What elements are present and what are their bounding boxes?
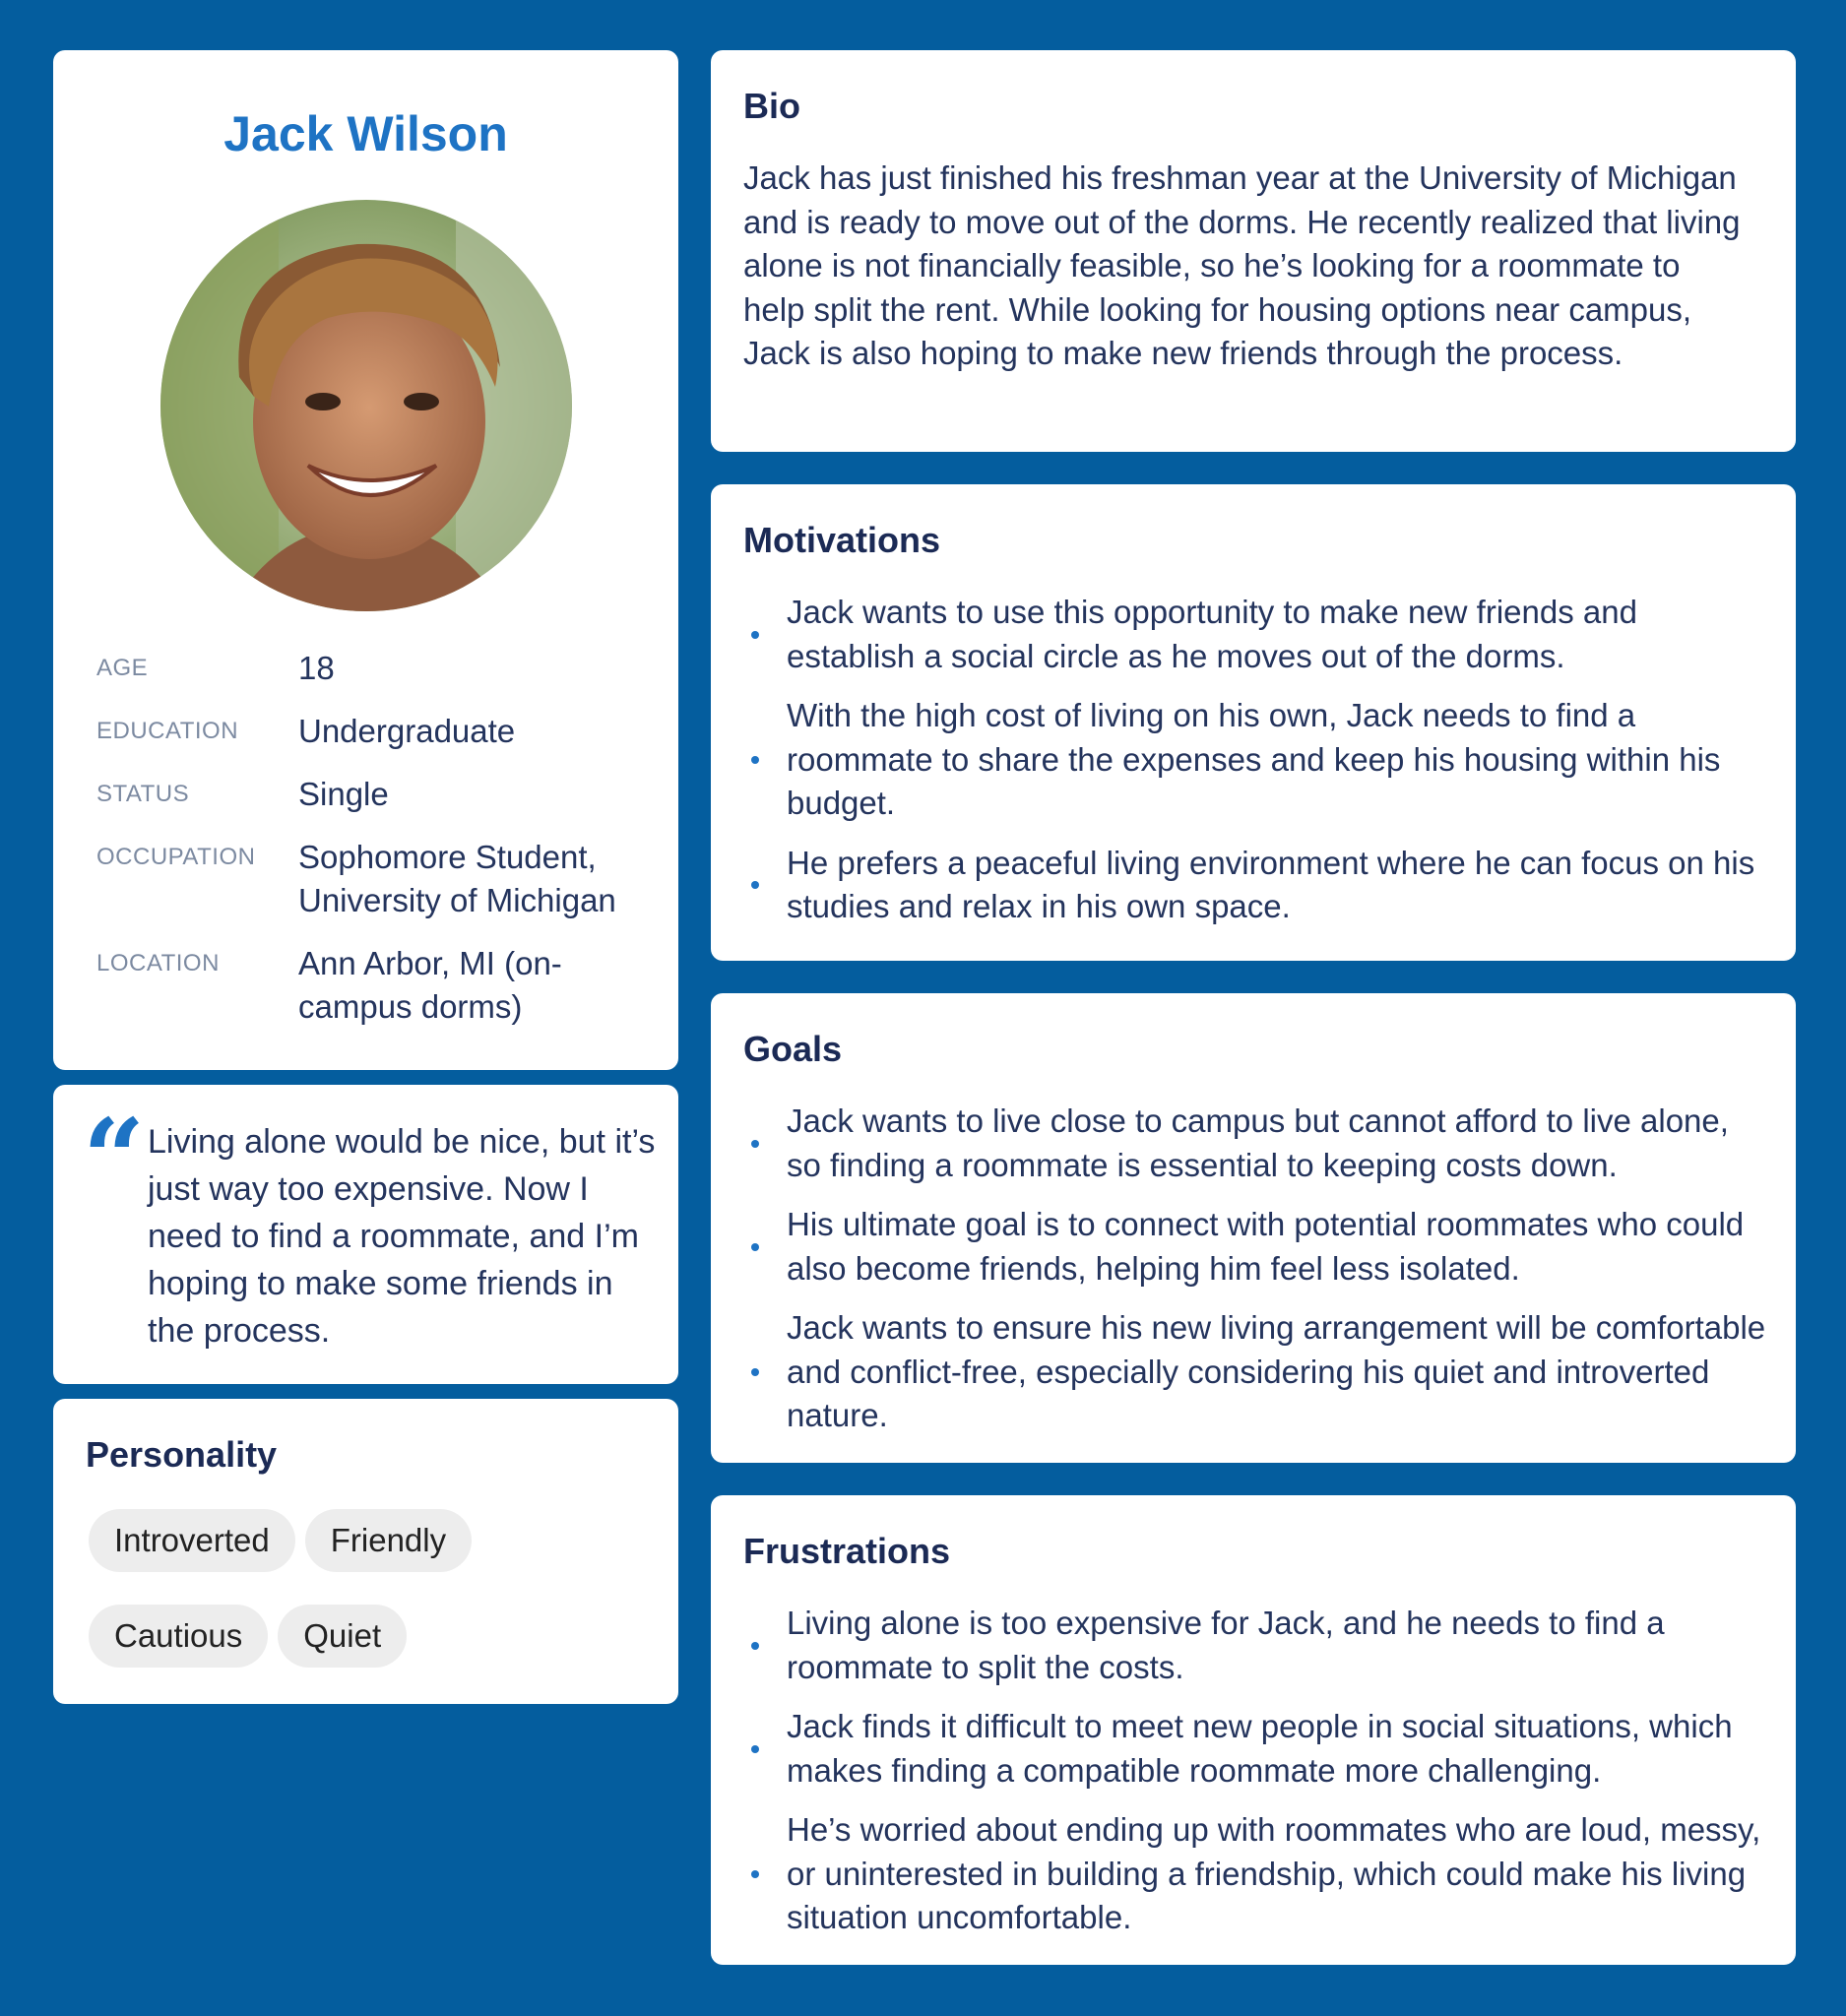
- personality-tag: Cautious: [89, 1605, 268, 1668]
- list-item-text: His ultimate goal is to connect with potential roommates who could also become friends, helping him feel less isolated.: [787, 1206, 1745, 1287]
- list-item: [743, 1705, 1767, 1793]
- fact-label: AGE: [96, 655, 149, 681]
- fact-education: [96, 710, 658, 753]
- fact-location: [96, 942, 658, 1029]
- list-item-text: Jack wants to ensure his new living arrangement will be comfortable and conflict-free, especially considering his quiet and introverted nature.: [787, 1309, 1766, 1433]
- list-item-text: He’s worried about ending up with roommates who are loud, messy, or uninterested in building a friendship, which could make his living situation uncomfortable.: [787, 1811, 1761, 1935]
- personality-tag: Introverted: [89, 1509, 295, 1572]
- list-item: [743, 694, 1767, 826]
- frustrations-title: Frustrations: [743, 1531, 951, 1571]
- motivations-list: [743, 591, 1767, 945]
- list-item: [743, 842, 1767, 929]
- personality-tag: Friendly: [305, 1509, 472, 1572]
- list-item-text: Jack wants to use this opportunity to make new friends and establish a social circle as he moves out of the dorms.: [787, 594, 1637, 674]
- fact-value: Ann Arbor, MI (on-campus dorms): [298, 945, 562, 1025]
- fact-occupation: [96, 836, 658, 922]
- list-item-text: With the high cost of living on his own, Jack needs to find a roommate to share the expenses and keep his housing within his budget.: [787, 697, 1721, 821]
- bullet-icon: [751, 1642, 759, 1650]
- frustrations-list: [743, 1602, 1767, 1956]
- quote-card: [53, 1085, 678, 1384]
- bullet-icon: [751, 881, 759, 889]
- list-item: [743, 591, 1767, 678]
- list-item: [743, 1306, 1767, 1438]
- bullet-icon: [751, 1243, 759, 1251]
- list-item-text: Living alone is too expensive for Jack, and he needs to find a roommate to split the costs.: [787, 1605, 1665, 1685]
- motivations-card: [711, 484, 1796, 961]
- fact-label: OCCUPATION: [96, 844, 256, 870]
- fact-value: Undergraduate: [298, 713, 516, 749]
- goals-list: [743, 1100, 1767, 1454]
- bullet-icon: [751, 1745, 759, 1753]
- personality-tags: [89, 1509, 650, 1700]
- list-item: [743, 1808, 1767, 1940]
- fact-age: [96, 647, 658, 690]
- avatar-photo: [160, 200, 572, 611]
- frustrations-card: [711, 1495, 1796, 1965]
- bio-card: [711, 50, 1796, 452]
- quote-text: Living alone would be nice, but it’s just way too expensive. Now I need to find a roommate, and I’m hoping to make some friends in the process.: [148, 1123, 656, 1350]
- personality-tag: Quiet: [278, 1605, 407, 1668]
- list-item: [743, 1203, 1767, 1291]
- fact-label: LOCATION: [96, 950, 220, 976]
- bio-text: Jack has just finished his freshman year at the University of Michigan and is ready to move out of the dorms. He recently realized that living alone is not financially feasible, so he’s looking for a roommate to help split the rent. While looking for housing options near campus, Jack is also hoping to make new friends through the process.: [743, 159, 1741, 371]
- fact-label: EDUCATION: [96, 718, 239, 744]
- motivations-title: Motivations: [743, 520, 941, 560]
- facts-list: [96, 647, 658, 1048]
- bullet-icon: [751, 1870, 759, 1878]
- fact-value: 18: [298, 650, 335, 686]
- profile-card: [53, 50, 678, 1070]
- bullet-icon: [751, 1368, 759, 1376]
- fact-label: STATUS: [96, 781, 190, 807]
- list-item-text: He prefers a peaceful living environment where he can focus on his studies and relax in his own space.: [787, 844, 1755, 924]
- fact-status: [96, 773, 658, 816]
- persona-name: Jack Wilson: [223, 106, 508, 161]
- personality-title: Personality: [86, 1434, 278, 1475]
- fact-value: Single: [298, 776, 389, 812]
- goals-card: [711, 993, 1796, 1463]
- bullet-icon: [751, 756, 759, 764]
- quote-mark-icon: “: [83, 1095, 146, 1222]
- bullet-icon: [751, 1140, 759, 1148]
- personality-card: [53, 1399, 678, 1704]
- avatar: [160, 200, 572, 611]
- goals-title: Goals: [743, 1029, 843, 1069]
- bullet-icon: [751, 631, 759, 639]
- bio-title: Bio: [743, 86, 800, 126]
- list-item-text: Jack finds it difficult to meet new people in social situations, which makes finding a compatible roommate more challenging.: [787, 1708, 1733, 1789]
- list-item-text: Jack wants to live close to campus but cannot afford to live alone, so finding a roommate is essential to keeping costs down.: [787, 1102, 1729, 1183]
- list-item: [743, 1100, 1767, 1187]
- fact-value: Sophomore Student, University of Michigan: [298, 839, 616, 918]
- list-item: [743, 1602, 1767, 1689]
